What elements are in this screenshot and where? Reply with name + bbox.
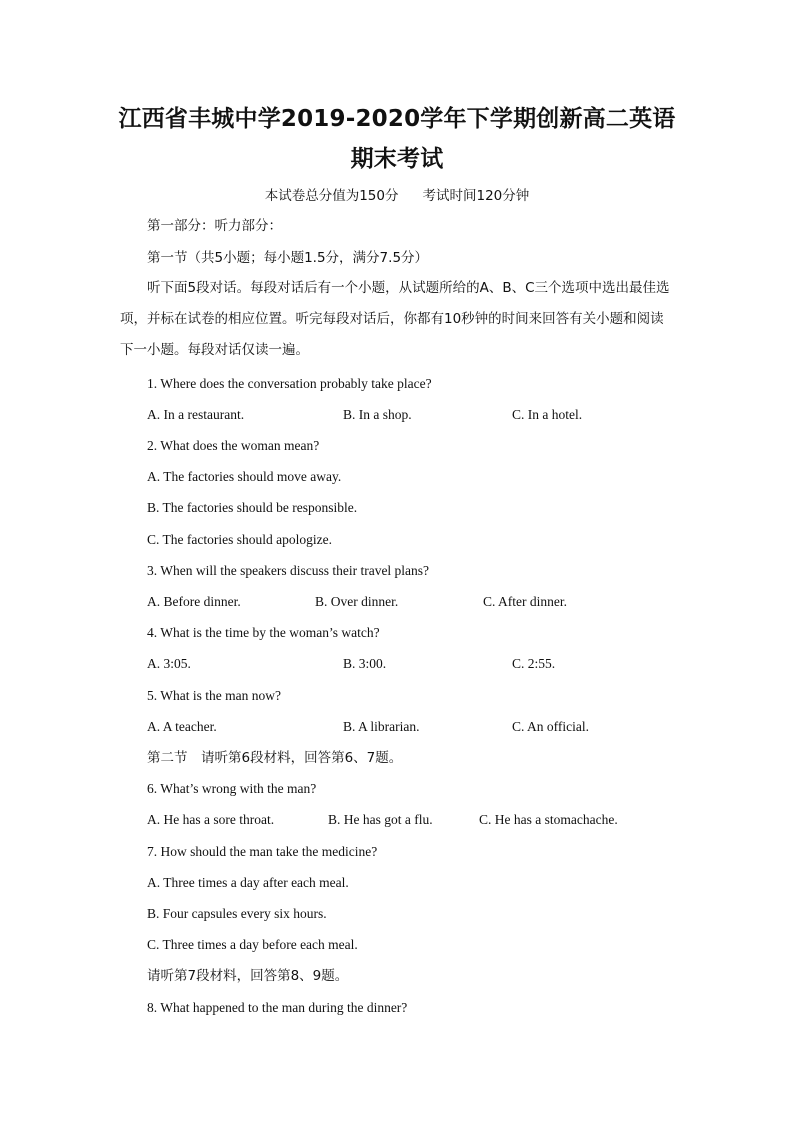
question-text: 2. What does the woman mean? [147,438,320,453]
option-c: C. In a hotel. [512,407,583,422]
option-a: A. In a restaurant. [147,407,245,422]
section-heading: 第二节 请听第6段材料，回答第6、7题。 [147,750,403,766]
exam-time: 考试时间120分钟 [422,188,530,204]
option-b: B. In a shop. [343,407,412,422]
option-a: A. 3:05. [147,656,191,671]
exam-title-line2: 期末考试 [350,146,444,172]
option-a: A. Three times a day after each meal. [147,875,349,890]
question-text: 3. When will the speakers discuss their travel plans? [147,563,430,578]
option-a: A. Before dinner. [147,594,241,609]
option-b: B. A librarian. [343,719,420,734]
option-a: A. A teacher. [147,719,217,734]
question-text: 1. Where does the conversation probably take place? [147,376,432,391]
exam-info [0,187,794,205]
option-c: C. An official. [512,719,589,734]
option-b: B. He has got a flu. [328,812,433,827]
option-a: A. The factories should move away. [147,469,342,484]
option-b: B. 3:00. [343,656,387,671]
option-c: C. After dinner. [483,594,567,609]
instructions-paragraph: 听下面5段对话。每段对话后有一个小题，从试题所给的A、B、C三个选项中选出最佳选项，并标在试卷的相应位置。听完每段对话后，你都有10秒钟的时间来回答有关小题和阅读下一小题。每段对话仅读一遍。 [120,280,670,358]
section-heading: 第一节（共5小题；每小题1.5分，满分7.5分） [147,250,429,266]
question-text: 4. What is the time by the woman’s watch? [147,625,380,640]
question-text: 6. What’s wrong with the man? [147,781,317,796]
question-text: 5. What is the man now? [147,688,281,703]
option-c: C. 2:55. [512,656,556,671]
option-a: A. He has a sore throat. [147,812,275,827]
total-score: 本试卷总分值为150分 [264,188,399,204]
option-b: B. Four capsules every six hours. [147,906,327,921]
question-text: 7. How should the man take the medicine? [147,844,378,859]
section-heading: 请听第7段材料，回答第8、9题。 [147,968,349,984]
option-b: B. Over dinner. [315,594,399,609]
option-c: C. He has a stomachache. [479,812,618,827]
option-c: C. Three times a day before each meal. [147,937,358,952]
question-text: 8. What happened to the man during the dinner? [147,1000,408,1015]
option-b: B. The factories should be responsible. [147,500,358,515]
part-heading: 第一部分：听力部分： [147,218,282,234]
exam-title: 江西省丰城中学2019-2020学年下学期创新高二英语 [118,106,676,132]
option-c: C. The factories should apologize. [147,532,332,547]
